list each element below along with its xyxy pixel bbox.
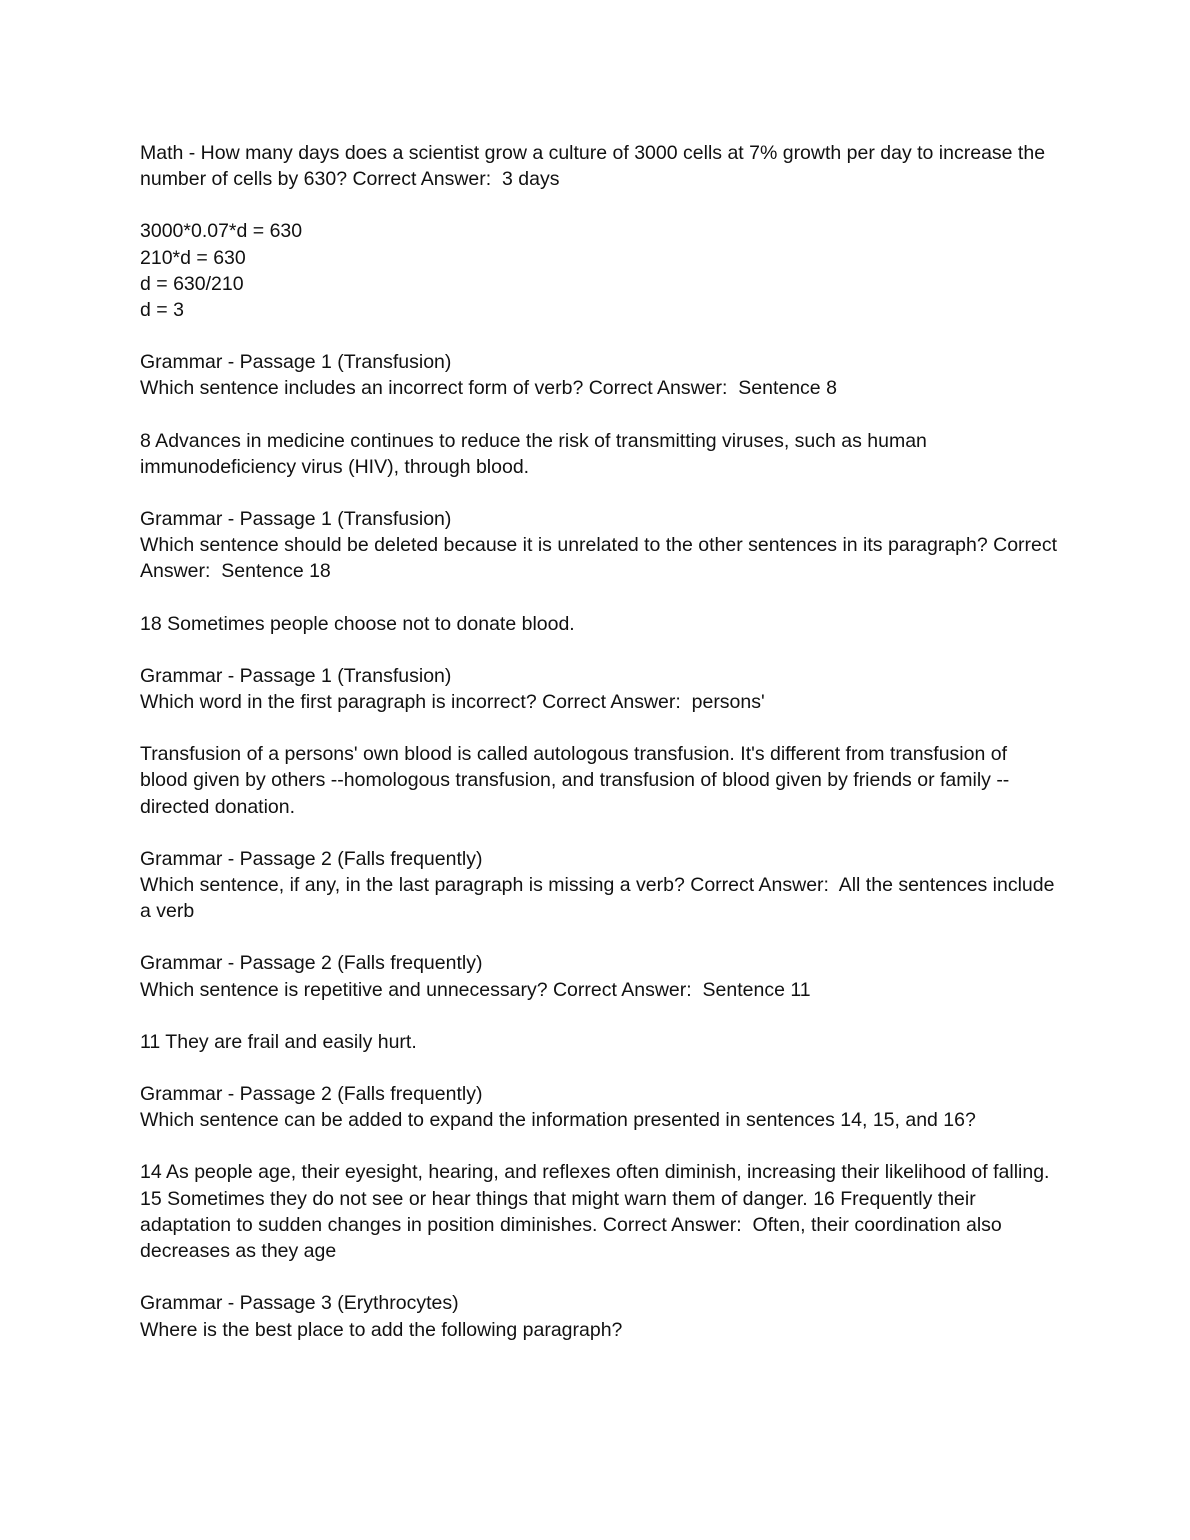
question-text: Which sentence is repetitive and unnecessary? Correct Answer: Sentence 11 <box>140 978 811 1001</box>
excerpt-text: 14 As people age, their eyesight, hearing, and reflexes often diminish, increasing their likelihood of falling. 15 Sometimes they do not see or hear things that might warn them of danger. 16 Frequently their adaptation to sudden changes in position diminishes. Correct Answer: Often, their coordination also decreases as they age <box>140 1161 1055 1263</box>
grammar-question <box>140 506 1060 585</box>
grammar-question <box>140 846 1060 925</box>
question-text: Which word in the first paragraph is incorrect? Correct Answer: persons' <box>140 691 765 714</box>
equation-line: d = 3 <box>140 299 184 322</box>
passage-heading: Grammar - Passage 2 (Falls frequently) <box>140 1083 483 1106</box>
question-text: Which sentence, if any, in the last paragraph is missing a verb? Correct Answer: All the sentences include a verb <box>140 874 1060 923</box>
passage-excerpt <box>140 741 1060 820</box>
passage-heading: Grammar - Passage 3 (Erythrocytes) <box>140 1292 459 1315</box>
passage-heading: Grammar - Passage 2 (Falls frequently) <box>140 847 483 870</box>
passage-excerpt <box>140 1029 1060 1055</box>
excerpt-text: Transfusion of a persons' own blood is called autologous transfusion. It's different from transfusion of blood given by others --homologous transfusion, and transfusion of blood given by friends or family -- directed donation. <box>140 743 1015 818</box>
question-text: Where is the best place to add the following paragraph? <box>140 1318 623 1341</box>
question-text: Which sentence can be added to expand the information presented in sentences 14, 15, and 16? <box>140 1109 976 1132</box>
passage-heading: Grammar - Passage 2 (Falls frequently) <box>140 952 483 975</box>
grammar-question <box>140 1081 1060 1133</box>
excerpt-text: 11 They are frail and easily hurt. <box>140 1030 417 1053</box>
equation-line: 210*d = 630 <box>140 246 246 269</box>
excerpt-text: 8 Advances in medicine continues to reduce the risk of transmitting viruses, such as human immunodeficiency virus (HIV), through blood. <box>140 429 933 478</box>
math-question <box>140 140 1060 192</box>
passage-excerpt <box>140 428 1060 480</box>
question-text: Which sentence includes an incorrect form of verb? Correct Answer: Sentence 8 <box>140 377 837 400</box>
grammar-question <box>140 663 1060 715</box>
grammar-question <box>140 1290 1060 1342</box>
equation-line: 3000*0.07*d = 630 <box>140 220 303 243</box>
document-page <box>140 140 1060 1369</box>
grammar-question <box>140 950 1060 1002</box>
passage-excerpt <box>140 611 1060 637</box>
passage-heading: Grammar - Passage 1 (Transfusion) <box>140 508 452 531</box>
passage-heading: Grammar - Passage 1 (Transfusion) <box>140 351 452 374</box>
passage-heading: Grammar - Passage 1 (Transfusion) <box>140 664 452 687</box>
math-working <box>140 218 1060 323</box>
question-text: Which sentence should be deleted because it is unrelated to the other sentences in its paragraph? Correct Answer: Sentence 18 <box>140 534 1062 583</box>
question-text: Math - How many days does a scientist grow a culture of 3000 cells at 7% growth per day to increase the number of cells by 630? Correct Answer: 3 days <box>140 142 1051 191</box>
excerpt-text: 18 Sometimes people choose not to donate blood. <box>140 612 575 635</box>
passage-excerpt <box>140 1159 1060 1264</box>
equation-line: d = 630/210 <box>140 272 244 295</box>
grammar-question <box>140 349 1060 401</box>
